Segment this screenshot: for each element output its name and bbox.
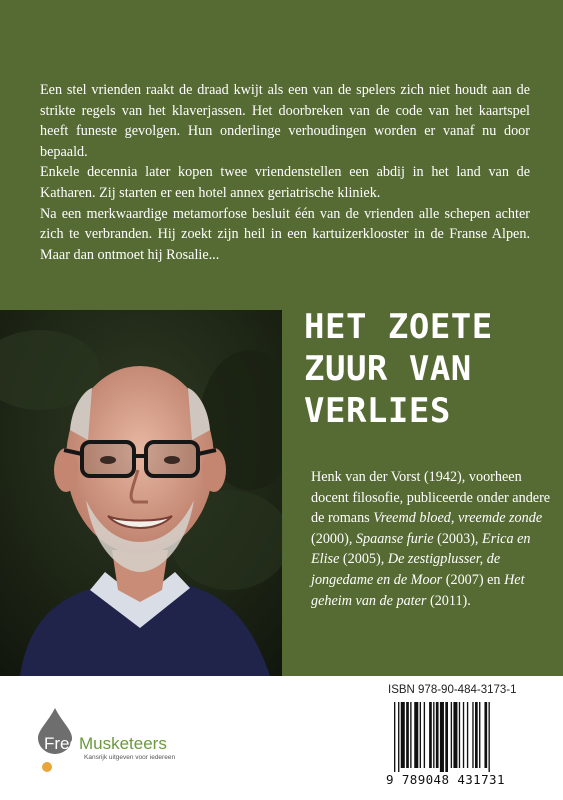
isbn-label: ISBN 978-90-484-3173-1 xyxy=(388,684,517,696)
bio-text: (2000), xyxy=(311,530,356,547)
bio-book-title: Het geheim van de pater xyxy=(311,571,525,609)
book-title-line-2: ZUUR VAN xyxy=(304,349,472,389)
publisher-tagline: Kansrijk uitgeven voor iedereen xyxy=(84,754,176,761)
blurb-paragraph-3: Na een merkwaardige metamorfose besluit één van de vrienden alle schepen achter zich te verbranden. Hij zoekt zijn heil in een kartuizerklooster in de Franse Alpen. Maar dan ontmoet hij Rosalie... xyxy=(40,205,530,263)
publisher-name-musketeers: Musketeers xyxy=(78,734,167,753)
publisher-name xyxy=(44,734,167,754)
bio-book-title: De zestigplusser, de jongedame en de Moor xyxy=(311,551,501,588)
publisher-logo xyxy=(38,708,198,778)
book-title-line-1: HET ZOETE xyxy=(304,307,493,347)
author-portrait-illustration xyxy=(0,310,282,676)
publisher-name-free: Free xyxy=(44,734,79,753)
ean-digits: 9 789048 431731 xyxy=(386,772,505,787)
blurb xyxy=(40,80,530,265)
bio-book-title: Erica en Elise xyxy=(311,530,531,568)
bio-text: (2003), xyxy=(433,530,483,547)
bio-text: (2011). xyxy=(426,592,471,609)
barcode-area xyxy=(384,684,529,794)
blurb-paragraph-1: Een stel vrienden raakt de draad kwijt als een van de spelers zich niet houdt aan de strikte regels van het klaverjassen. Het doorbreken van de code van het kaartspel heeft funeste gevolgen. Hun onderlinge verhoudingen worden er vanaf nu door bepaald. xyxy=(40,82,530,160)
author-photo xyxy=(0,310,282,676)
blurb-paragraph-2: Enkele decennia later kopen twee vriendenstellen een abdij in het land van de Katharen. Zij starten er een hotel annex geriatrische kliniek. xyxy=(40,164,530,201)
bio-book-title: Spaanse furie xyxy=(355,530,434,547)
bio-text: (2007) en xyxy=(442,571,505,588)
bottom-strip xyxy=(0,676,563,800)
author-bio xyxy=(311,467,551,611)
barcode-icon xyxy=(394,702,520,772)
logo-orange-dot-icon xyxy=(42,762,52,772)
bio-book-title: Vreemd bloed, vreemde zonde xyxy=(373,510,543,527)
bio-text: Henk van der Vorst (1942), voorheen docent filosofie, publiceerde onder andere de romans xyxy=(311,469,551,527)
bio-text: (2005), xyxy=(339,551,388,568)
book-title-line-3: VERLIES xyxy=(304,391,451,431)
book-title xyxy=(304,306,554,432)
